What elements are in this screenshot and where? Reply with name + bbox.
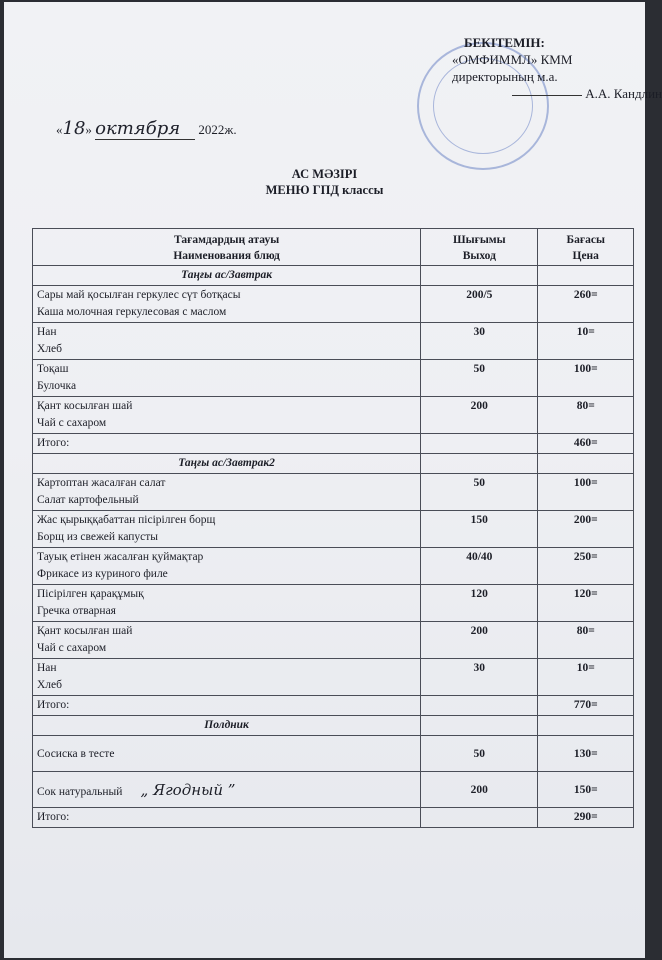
- signature-line: [512, 95, 582, 96]
- date-month: октября: [95, 118, 195, 140]
- dish-name-cell: [33, 585, 421, 622]
- price-cell: 10=: [538, 323, 634, 360]
- dish-name-kz: Пісірілген қарақұмық: [37, 588, 144, 600]
- header-price: [538, 229, 634, 266]
- output-cell: 150: [421, 511, 538, 548]
- price-cell: 80=: [538, 622, 634, 659]
- table-row: [33, 323, 634, 360]
- approval-block: [452, 34, 662, 102]
- dish-name-ru-wrap: [37, 378, 416, 395]
- section-row: [33, 266, 634, 286]
- price-cell: 120=: [538, 585, 634, 622]
- dish-name-ru: Салат картофельный: [37, 494, 139, 506]
- dish-name-ru: Сок натуральный: [37, 786, 123, 798]
- table-row: [33, 286, 634, 323]
- dish-name-kz: Нан: [37, 662, 57, 674]
- table-row: [33, 622, 634, 659]
- dish-name-ru: Гречка отварная: [37, 605, 116, 617]
- header-name-kz: Тағамдардың атауы: [173, 234, 280, 246]
- header-name: [33, 229, 421, 266]
- output-cell: 30: [421, 659, 538, 696]
- dish-name-ru: Борщ из свежей капусты: [37, 531, 159, 543]
- dish-name-cell: [33, 474, 421, 511]
- approval-org: «ОМФИММЛ» КММ: [452, 52, 573, 67]
- empty-cell: [421, 696, 538, 716]
- dish-name-ru: Каша молочная геркулесовая с маслом: [37, 306, 227, 318]
- empty-cell: [421, 454, 538, 474]
- dish-name-cell: [33, 323, 421, 360]
- header-price-kz: Бағасы: [566, 234, 605, 246]
- empty-cell: [421, 266, 538, 286]
- output-cell: 50: [421, 474, 538, 511]
- price-cell: 130=: [538, 736, 634, 772]
- price-cell: 250=: [538, 548, 634, 585]
- output-cell: 200: [421, 397, 538, 434]
- header-output-kz: Шығымы: [452, 234, 506, 246]
- page-title: [4, 166, 645, 198]
- section-row: [33, 716, 634, 736]
- dish-name-cell: [33, 511, 421, 548]
- table-row: [33, 659, 634, 696]
- approval-role: директорының м.а.: [452, 69, 558, 84]
- output-cell: 200: [421, 622, 538, 659]
- table-row: [33, 585, 634, 622]
- empty-cell: [421, 716, 538, 736]
- dish-name-kz: Тоқаш: [37, 363, 69, 375]
- date-year: 2022ж.: [198, 122, 237, 137]
- approval-signature: [512, 85, 662, 102]
- menu-table: [32, 228, 634, 828]
- dish-name-cell: [33, 286, 421, 323]
- empty-cell: [421, 808, 538, 828]
- header-output: [421, 229, 538, 266]
- dish-name-cell: [33, 397, 421, 434]
- price-cell: 80=: [538, 397, 634, 434]
- table-row: [33, 474, 634, 511]
- dish-name-ru: Сосиска в тесте: [37, 748, 115, 760]
- total-label: Итого:: [33, 696, 421, 716]
- price-cell: 100=: [538, 360, 634, 397]
- approval-title: БЕКІТЕМІН:: [464, 35, 545, 50]
- handwritten-note: „ Ягодный ”: [140, 781, 236, 799]
- dish-name-cell: [33, 360, 421, 397]
- section-title: Полдник: [33, 716, 421, 736]
- price-cell: 260=: [538, 286, 634, 323]
- dish-name-kz: Қант косылған шай: [37, 400, 133, 412]
- header-price-ru: Цена: [572, 250, 599, 262]
- output-cell: 50: [421, 360, 538, 397]
- dish-name-ru: Чай с сахаром: [37, 417, 107, 429]
- total-label: Итого:: [33, 808, 421, 828]
- table-row: [33, 772, 634, 808]
- dish-name-ru-wrap: [37, 415, 416, 432]
- approval-name: А.А. Кандлин: [585, 86, 662, 101]
- dish-name-ru: Булочка: [37, 380, 77, 392]
- output-cell: 40/40: [421, 548, 538, 585]
- price-cell: 100=: [538, 474, 634, 511]
- price-cell: 200=: [538, 511, 634, 548]
- dish-name-ru-wrap: [37, 603, 416, 620]
- dish-name-ru-wrap: [37, 341, 416, 358]
- total-row: [33, 696, 634, 716]
- dish-name-ru-wrap: [37, 529, 416, 546]
- table-header-row: [33, 229, 634, 266]
- dish-name-ru-wrap: [37, 782, 416, 801]
- dish-name-ru-wrap: [37, 746, 416, 763]
- dish-name-cell: [33, 622, 421, 659]
- empty-cell: [421, 434, 538, 454]
- output-cell: 200: [421, 772, 538, 808]
- dish-name-kz: Тауық етінен жасалған қуймақтар: [37, 551, 204, 563]
- total-value: 290=: [538, 808, 634, 828]
- dish-name-ru-wrap: [37, 304, 416, 321]
- output-cell: 120: [421, 585, 538, 622]
- menu-body: [33, 266, 634, 828]
- output-cell: 30: [421, 323, 538, 360]
- total-row: [33, 808, 634, 828]
- dish-name-kz: Сары май қосылған геркулес сүт ботқасы: [37, 289, 241, 301]
- dish-name-ru: Хлеб: [37, 343, 62, 355]
- total-value: 460=: [538, 434, 634, 454]
- price-cell: 10=: [538, 659, 634, 696]
- section-title: Таңғы ас/Завтрак: [33, 266, 421, 286]
- dish-name-kz: Нан: [37, 326, 57, 338]
- dish-name-ru-wrap: [37, 677, 416, 694]
- dish-name-ru-wrap: [37, 566, 416, 583]
- total-label: Итого:: [33, 434, 421, 454]
- empty-cell: [538, 454, 634, 474]
- dish-name-ru: Чай с сахаром: [37, 642, 107, 654]
- table-row: [33, 548, 634, 585]
- dish-name-cell: [33, 736, 421, 772]
- price-cell: 150=: [538, 772, 634, 808]
- empty-cell: [538, 266, 634, 286]
- date-day: 18: [62, 118, 86, 139]
- title-kz: АС МӘЗІРІ: [291, 167, 358, 181]
- dish-name-ru: Фрикасе из куриного филе: [37, 568, 168, 580]
- header-name-ru: Наименования блюд: [173, 250, 280, 262]
- empty-cell: [538, 716, 634, 736]
- section-title: Таңғы ас/Завтрак2: [33, 454, 421, 474]
- title-ru: МЕНЮ ГПД классы: [265, 183, 384, 197]
- dish-name-kz: Қант косылған шай: [37, 625, 133, 637]
- dish-name-kz: Жас қырыққабаттан пісірілген борщ: [37, 514, 216, 526]
- dish-name-ru-wrap: [37, 640, 416, 657]
- total-value: 770=: [538, 696, 634, 716]
- header-output-ru: Выход: [462, 250, 496, 262]
- dish-name-ru: Хлеб: [37, 679, 62, 691]
- section-row: [33, 454, 634, 474]
- output-cell: 200/5: [421, 286, 538, 323]
- total-row: [33, 434, 634, 454]
- table-row: [33, 736, 634, 772]
- table-row: [33, 511, 634, 548]
- output-cell: 50: [421, 736, 538, 772]
- dish-name-cell: [33, 659, 421, 696]
- document-date: «18» октября 2022ж.: [56, 118, 237, 139]
- table-row: [33, 397, 634, 434]
- dish-name-cell: [33, 548, 421, 585]
- table-row: [33, 360, 634, 397]
- dish-name-cell: [33, 772, 421, 808]
- dish-name-ru-wrap: [37, 492, 416, 509]
- dish-name-kz: Картоптан жасалған салат: [37, 477, 166, 489]
- document-page: [4, 2, 662, 958]
